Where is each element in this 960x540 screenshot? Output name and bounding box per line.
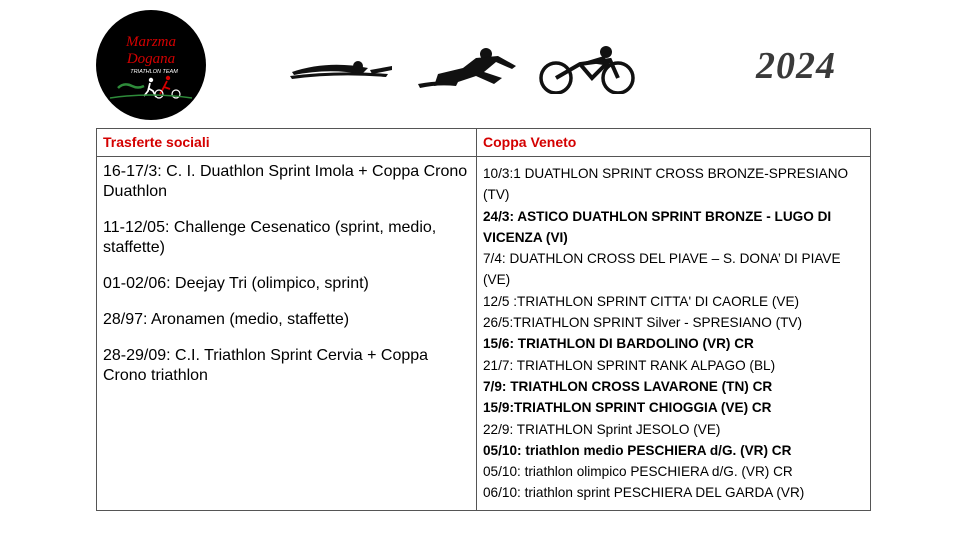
- logo-team-text: TRIATHLON TEAM: [130, 69, 178, 75]
- logo-name-text: Marzma: [125, 34, 177, 50]
- runner-icon: [418, 48, 516, 88]
- list-item: 22/9: TRIATHLON Sprint JESOLO (VE): [483, 421, 721, 437]
- list-item: 06/10: triathlon sprint PESCHIERA DEL GARDA (VR): [483, 485, 805, 501]
- swimmer-icon: [290, 61, 392, 79]
- list-item: 01-02/06: Deejay Tri (olimpico, sprint): [103, 275, 369, 292]
- list-item: 11-12/05: Challenge Cesenatico (sprint, medio, staffette): [103, 219, 437, 256]
- list-item: 26/5:TRIATHLON SPRINT Silver - SPRESIANO (TV): [483, 315, 803, 331]
- list-item: 15/9:TRIATHLON SPRINT CHIOGGIA (VE) CR: [483, 400, 772, 416]
- list-item: 10/3:1 DUATHLON SPRINT CROSS BRONZE-SPRESIANO (TV): [483, 166, 849, 203]
- schedule-table: [96, 128, 871, 511]
- team-logo: [96, 10, 206, 120]
- table-row: [97, 157, 871, 511]
- coppa-veneto-cell: [477, 157, 871, 511]
- logo-name-text-2: Dogana: [126, 51, 176, 67]
- header-coppa-veneto: Coppa Veneto: [477, 129, 871, 157]
- list-item: 16-17/3: C. I. Duathlon Sprint Imola + Coppa Crono Duathlon: [103, 163, 468, 200]
- trasferte-cell: [97, 157, 477, 511]
- list-item: 05/10: triathlon medio PESCHIERA d/G. (VR) CR: [483, 442, 792, 458]
- list-item: 28/97: Aronamen (medio, staffette): [103, 311, 350, 328]
- list-item: 12/5 :TRIATHLON SPRINT CITTA' DI CAORLE (VE): [483, 293, 800, 309]
- header-trasferte-sociali: Trasferte sociali: [97, 129, 477, 157]
- list-item: 7/4: DUATHLON CROSS DEL PIAVE – S. DONA’ DI PIAVE (VE): [483, 251, 841, 288]
- list-item: 7/9: TRIATHLON CROSS LAVARONE (TN) CR: [483, 378, 773, 394]
- list-item: 28-29/09: C.I. Triathlon Sprint Cervia + Coppa Crono triathlon: [103, 347, 429, 384]
- list-item: 21/7: TRIATHLON SPRINT RANK ALPAGO (BL): [483, 357, 776, 373]
- list-item: 05/10: triathlon olimpico PESCHIERA d/G. (VR) CR: [483, 464, 793, 480]
- table-header-row: [97, 129, 871, 157]
- cyclist-icon: [541, 46, 633, 93]
- list-item: 15/6: TRIATHLON DI BARDOLINO (VR) CR: [483, 336, 754, 352]
- year-title: 2024: [756, 45, 836, 87]
- sports-pictograms: [288, 44, 688, 94]
- list-item: 24/3: ASTICO DUATHLON SPRINT BRONZE - LUGO DI VICENZA (VI): [483, 208, 832, 245]
